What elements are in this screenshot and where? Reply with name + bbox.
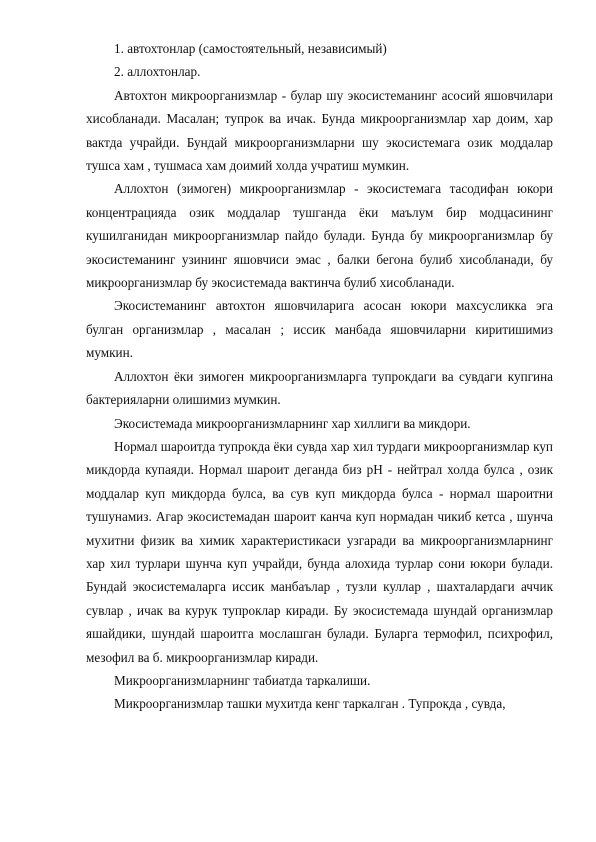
section-heading-distribution: Микроорганизмларнинг табиатда таркалиши. [114, 672, 371, 688]
document-page [86, 37, 553, 716]
paragraph-autochthonous-examples: Экосистеманинг автохтон яшовчиларига асосан юкори махсусликка эга булган организмлар , масалан ; иссик манбада яшовчиларни киритишимиз мумкин. [86, 298, 553, 361]
paragraph-autochthonous-definition: Автохтон микроорганизмлар - булар шу экосистеманинг асосий яшовчилари хисобланади. Масалан; тупрок ва ичак. Бунда микроорганизмлар хар доим, хар вактда учрайди. Бундай микроорганизмларни шу экосистемага озик моддалар тушса хам , тушмаса хам доимий холда учратиш мумкин. [86, 87, 553, 174]
paragraph-distribution: Микроорганизмлар ташки мухитда кенг таркалган . Тупрокда , сувда, [114, 696, 506, 712]
paragraph-normal-conditions: Нормал шароитда тупрокда ёки сувда хар хил турдаги микроорганизмлар куп микдорда купаяди. Нормал шароит деганда биз рН - нейтрал холда булса , озик моддалар куп микдорда булса, ва сув куп микдорда булса - нормал шароитни тушунамиз. Агар экосистемадан шароит канча куп нормадан чикиб кетса , шунча мухитни физик ва химик характеристикаси узгаради ва микроорганизмларнинг хар хил турлари шунча куп учрайди, бунда алохида турлар сони юкори булади. Бундай экосистемаларга иссик манбаълар , тузли куллар , шахталардаги аччик сувлар , ичак ва курук тупроклар киради. Бу экосистемада шундай организмлар яшайдики, шундай шароитга мослашган булади. Буларга термофил, психрофил, мезофил ва б. микроорганизмлар киради. [86, 438, 553, 665]
paragraph-allochthonous-definition: Аллохтон (зимоген) микроорганизмлар - экосистемага тасодифан юкори концентрацияда озик моддалар тушганда ёки маълум бир модцасининг кушилганидан микроорганизмлар пайдо булади. Бунда бу микроорганизмлар бу экосистеманинг узининг яшовчиси эмас , балки бегона булиб хисобланади, бу микроорганизмлар бу экосистемада вактинча булиб хисобланади. [86, 181, 553, 291]
list-item-allochthonous: 2. аллохтонлар. [114, 64, 201, 80]
list-item-autochthonous: 1. автохтонлар (самостоятельный, независимый) [114, 41, 387, 56]
paragraph-allochthonous-examples: Аллохтон ёки зимоген микроорганизмларга тупрокдаги ва сувдаги купгина бактерияларни олишимиз мумкин. [86, 368, 553, 408]
section-heading-diversity: Экосистемада микроорганизмларнинг хар хиллиги ва микдори. [114, 415, 471, 431]
